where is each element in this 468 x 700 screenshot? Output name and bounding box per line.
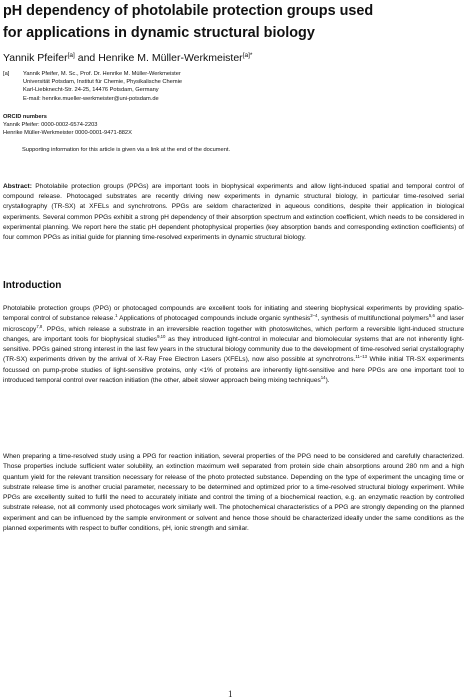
abstract-text: Photolabile protection groups (PPGs) are important tools in biophysical experiments and allow light-induced spatial and temporal control of compound release. Photocaged substrates are recently driving new experiments in dynamic structural biology, in particular time-resolved serial crystallography (TR-SX) at XFELs and synchrotrons. PPGs are seldom characterized in aqueous conditions, despite their application in biological experiments. Several common PPGs exhibit a strong pH dependency of their absorption spectrum and extinction coefficient, which needs to be considered in experimental planning. We report here the static pH dependent photophysical properties (key absorption bands and corresponding extinction coefficients) of four common PPGs as initial guide for planning time-resolved experiments in dynamic structural biology. <box>3 183 464 242</box>
orcid-line: Yannik Pfeifer: 0000-0002-6574-2203 <box>3 122 98 129</box>
citation-ref: 1 <box>115 313 118 319</box>
affiliation-mark: [a] <box>3 71 10 77</box>
paper-title <box>3 0 463 44</box>
paragraph-text: Photolabile protection groups (PPG) or photocaged compounds are excellent tools for initiating and steering biophysical experiments by providing spatio-temporal control of substance release. <box>3 305 464 323</box>
citation-ref: 2–4 <box>310 313 318 319</box>
paragraph-text: as they introduced light-control in molecular and biomolecular systems that are not inherently light-sensitive. PPGs gained strong interest in the last few years in the structural biology community due to the development of time-resolved serial crystallography (TR-SX) experiments driven by the arrival of X-Ray Free Electron Lasers (XFELs), now also possible at synchrotrons. <box>3 335 464 364</box>
paragraph-text: and laser microscopy <box>3 315 464 333</box>
orcid-heading: ORCID numbers <box>3 114 47 120</box>
affiliation-line: Universität Potsdam, Institut für Chemie, Physikalische Chemie <box>23 79 182 86</box>
paragraph-text: Applications of photocaged compounds include organic synthesis <box>117 315 311 323</box>
orcid-line: Henrike Müller-Werkmeister 0000-0001-9471-882X <box>3 130 132 137</box>
orcid-block <box>3 113 303 138</box>
introduction-paragraph-1 <box>3 304 464 386</box>
author-name: Henrike M. Müller-Werkmeister <box>98 52 243 64</box>
citation-ref: 14 <box>320 375 326 381</box>
affiliation-marker: [a] <box>67 52 75 59</box>
affiliation-line: Karl-Liebknecht-Str. 24-25, 14476 Potsdam, Germany <box>23 87 159 94</box>
citation-ref: 11–13 <box>355 354 368 360</box>
paragraph-text: While initial TR-SX experiments focussed on pump-probe studies of light-sensitive proteins, only <1% of proteins are inherently light-sensitive and here PPGs are one important tool to introduced temporal control over reaction initiation (the other, albeit slower approach being mixing techniques <box>3 356 464 385</box>
citation-ref: 7,8 <box>36 323 43 329</box>
introduction-paragraph-2: When preparing a time-resolved study using a PPG for reaction initiation, several properties of the PPG need to be considered and carefully characterized. Those properties include sufficient water solubility, an extinction maximum well separated from protein side chain absorptions around 280 nm and a high quantum yield for the relevant transition necessary for release of the photo protected substance. Depending on the type of experiment the uncaging time or substrate release time is another crucial parameter, necessary to be determined and optimized prior to a time-resolved structural biology experiment. While PPGs are excellently suited to fulfil the need to accurately initiate and control the timing of a biochemical reaction, e.g. an enzymatic reaction by controlled substrate release, not all commonly used photocages work similarly well. The photochemical characteristics of a PPG are strongly depending on the planned experiment and can be influenced by the sample environment or solvent and hence those should be characterized ideally under the same conditions as the planned experiments with respect to buffer conditions, pH, ionic strength and similar. <box>3 453 464 533</box>
abstract-label: Abstract: <box>3 183 32 190</box>
page-number: 1 <box>228 689 233 699</box>
citation-ref: 9,10 <box>157 333 166 339</box>
paragraph-text: , synthesis of multifunctional polymers <box>317 315 429 323</box>
affiliation-email: E-mail: henrike.mueller-werkmeister@uni-potsdam.de <box>23 95 159 102</box>
paragraph-text: ). <box>325 377 330 385</box>
section-heading-introduction: Introduction <box>3 280 62 291</box>
title-line-1: pH dependency of photolabile protection groups used <box>3 3 374 19</box>
author-conjunction: and <box>74 52 99 64</box>
paragraph-text: . PPGs, which release a substrate in an irreversible reaction together with photoswitches, which perform a reversible light-induced structure changes, are important tools for biophysical studies <box>3 325 464 343</box>
citation-ref: 5,6 <box>428 313 435 319</box>
supporting-info-note: Supporting information for this article is given via a link at the end of the document. <box>22 147 231 153</box>
author-name: Yannik Pfeifer <box>3 52 68 64</box>
affiliation-marker: [a]* <box>242 52 253 59</box>
author-list <box>3 49 252 65</box>
affiliation-line: Yannik Pfeifer, M. Sc., Prof. Dr. Henrike M. Müller-Werkmeister <box>23 71 181 77</box>
abstract <box>3 182 464 243</box>
title-line-2: for applications in dynamic structural biology <box>3 25 315 41</box>
